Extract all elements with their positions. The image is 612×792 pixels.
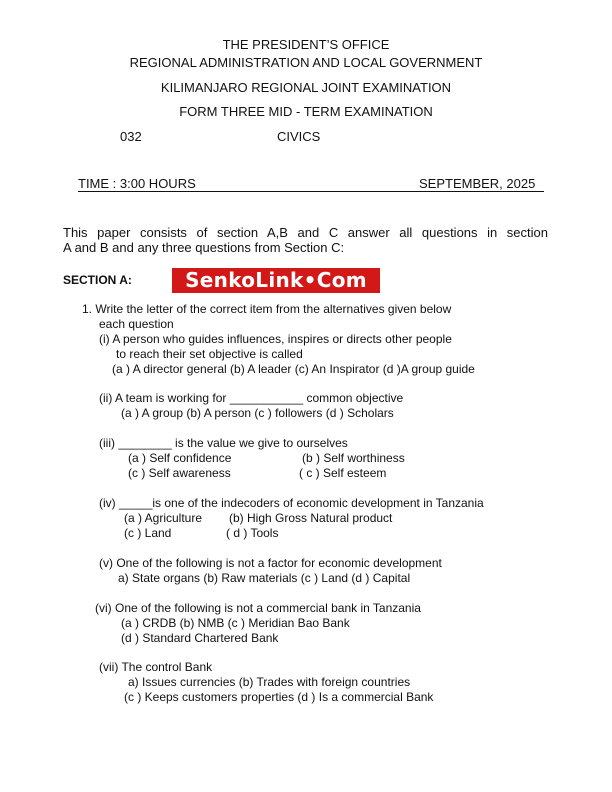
watermark-logo: SenkoLink•Com xyxy=(172,268,380,293)
q1-vii-options-1: a) Issues currencies (b) Trades with foreign countries xyxy=(128,675,411,689)
instructions-line1: This paper consists of section A,B and C answer all questions in section xyxy=(63,225,548,240)
q1-iv-option-a: (a ) Agriculture xyxy=(124,511,203,525)
q1-ii-options: (a ) A group (b) A person (c ) followers (d ) Scholars xyxy=(121,406,394,420)
q1-ii-question: (ii) A team is working for ___________ common objective xyxy=(99,391,404,405)
q1-instruction-cont: each question xyxy=(99,317,174,331)
time-underline xyxy=(78,191,544,192)
header-exam-title: FORM THREE MID - TERM EXAMINATION xyxy=(179,104,433,119)
instructions-line2: A and B and any three questions from Section C: xyxy=(63,240,345,255)
q1-vi-options-2: (d ) Standard Chartered Bank xyxy=(121,631,279,645)
header-exam-body: KILIMANJARO REGIONAL JOINT EXAMINATION xyxy=(160,80,452,95)
q1-iv-question: (iv) _____is one of the indecoders of economic development in Tanzania xyxy=(99,496,484,510)
exam-time: TIME : 3:00 HOURS xyxy=(78,176,196,191)
q1-vii-options-2: (c ) Keeps customers properties (d ) Is a commercial Bank xyxy=(124,690,434,704)
q1-iii-question: (iii) ________ is the value we give to ourselves xyxy=(99,436,348,450)
q1-iii-option-c: (c ) Self awareness xyxy=(128,466,231,480)
q1-iv-option-b: (b) High Gross Natural product xyxy=(229,511,393,525)
q1-v-options: a) State organs (b) Raw materials (c ) Land (d ) Capital xyxy=(118,571,411,585)
q1-i-question-cont: to reach their set objective is called xyxy=(116,347,303,361)
q1-iv-option-c: (c ) Land xyxy=(124,526,172,540)
q1-iv-option-d: ( d ) Tools xyxy=(226,526,279,540)
subject-name: CIVICS xyxy=(277,129,321,144)
q1-vi-options-1: (a ) CRDB (b) NMB (c ) Meridian Bao Bank xyxy=(121,616,350,630)
q1-i-question: (i) A person who guides influences, inspires or directs other people xyxy=(99,332,452,346)
q1-iii-option-d: ( c ) Self esteem xyxy=(299,466,387,480)
q1-vi-question: (vi) One of the following is not a commercial bank in Tanzania xyxy=(95,601,421,615)
exam-date: SEPTEMBER, 2025 xyxy=(419,176,536,191)
q1-v-question: (v) One of the following is not a factor for economic development xyxy=(99,556,442,570)
q1-i-options: (a ) A director general (b) A leader (c) An Inspirator (d )A group guide xyxy=(112,362,475,376)
q1-iii-option-b: (b ) Self worthiness xyxy=(302,451,405,465)
header-office: THE PRESIDENT’S OFFICE xyxy=(222,37,390,52)
section-a-title: SECTION A: xyxy=(63,273,132,287)
q1-iii-option-a: (a ) Self confidence xyxy=(128,451,232,465)
q1-instruction: 1. Write the letter of the correct item from the alternatives given below xyxy=(82,302,452,316)
header-ministry: REGIONAL ADMINISTRATION AND LOCAL GOVERNMENT xyxy=(129,55,483,70)
q1-vii-question: (vii) The control Bank xyxy=(99,660,213,674)
subject-code: 032 xyxy=(120,129,142,144)
